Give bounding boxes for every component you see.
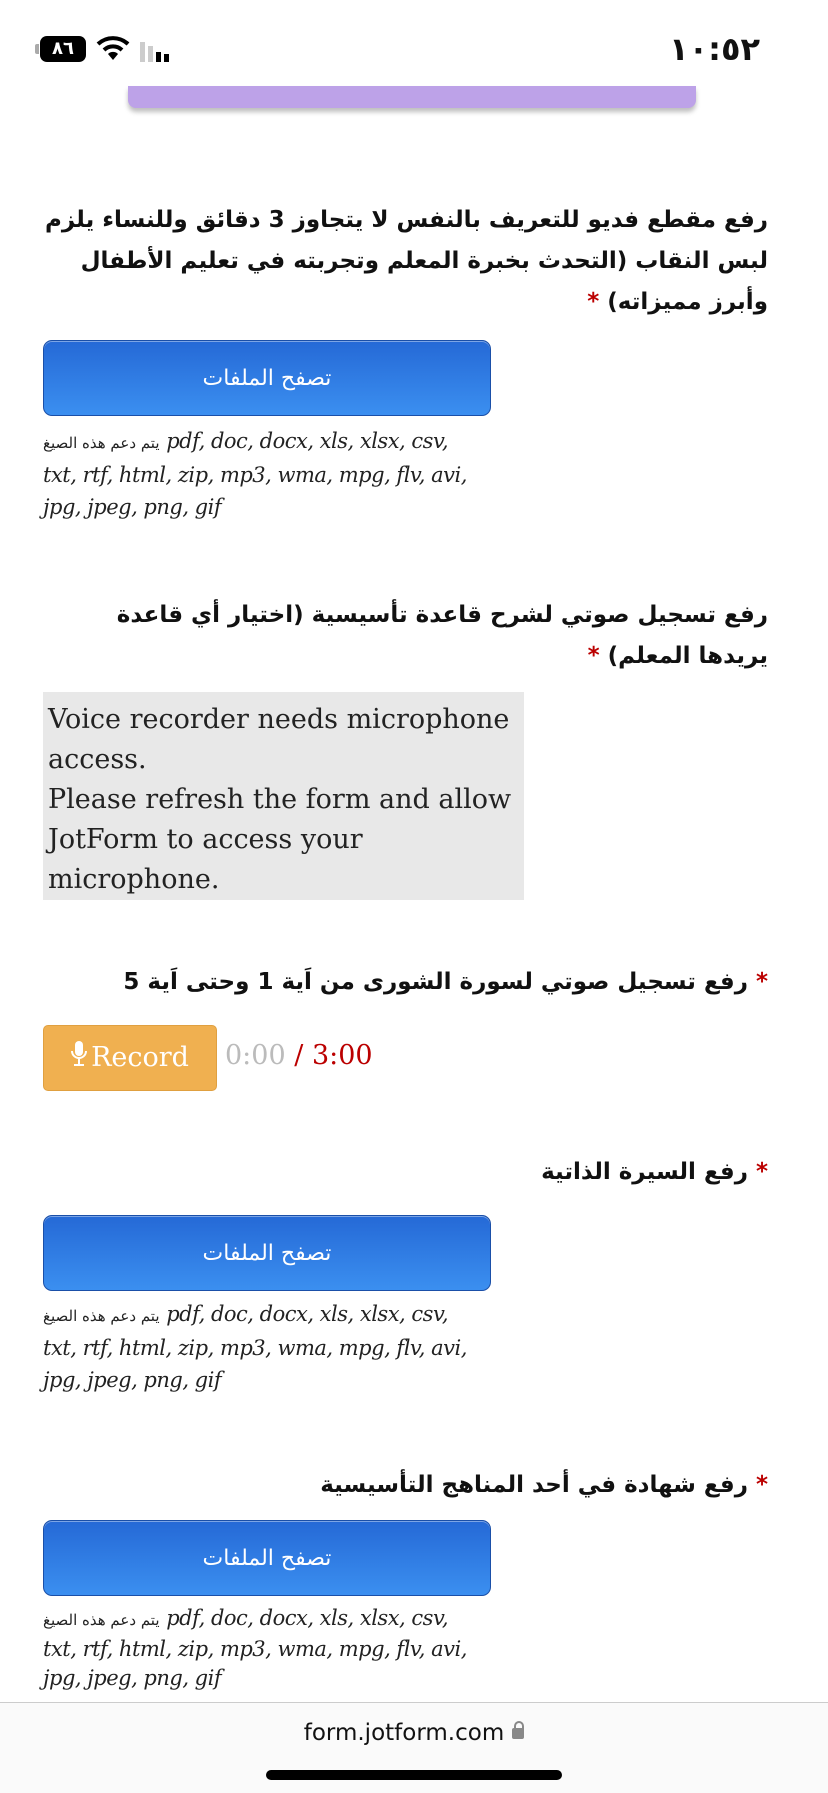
wifi-icon [96, 34, 130, 66]
formats-prefix: يتم دعم هذه الصيغ [43, 434, 160, 452]
question-certificate-upload [44, 1465, 768, 1506]
message-line: Please refresh the form and allow JotForm to access your microphone. [48, 784, 512, 895]
question-surah-recitation [44, 962, 768, 1003]
record-timer [225, 1040, 373, 1071]
question-label: رفع تسجيل صوتي لسورة الشورى من اَية 1 وحتى اَية 5 [123, 969, 748, 995]
required-asterisk: * [587, 643, 600, 669]
question-foundation-rule-audio [44, 595, 768, 677]
status-time: ١٠:٥٢ [669, 30, 760, 68]
question-cv-upload [44, 1152, 768, 1193]
required-asterisk: * [755, 1159, 768, 1185]
question-intro-video [44, 200, 768, 323]
battery-indicator: ٨٦ [40, 36, 86, 62]
formats-prefix: يتم دعم هذه الصيغ [43, 1307, 160, 1325]
current-time: 0:00 [225, 1040, 286, 1071]
formats-list: pdf, doc, docx, xls, xlsx, csv, txt, rtf, html, zip, mp3, wma, mpg, flv, avi, jpg, jpeg, png, gif [43, 1302, 467, 1392]
record-label: Record [91, 1042, 189, 1073]
supported-formats [43, 425, 483, 523]
browse-files-button[interactable]: تصفح الملفات [43, 340, 491, 416]
formats-list: pdf, doc, docx, xls, xlsx, csv, txt, rtf, html, zip, mp3, wma, mpg, flv, avi, jpg, jpeg, png, gif [43, 1606, 467, 1690]
required-asterisk: * [587, 289, 600, 315]
lock-icon [512, 1728, 524, 1739]
required-asterisk: * [755, 1472, 768, 1498]
microphone-icon [71, 1027, 87, 1091]
formats-list: pdf, doc, docx, xls, xlsx, csv, txt, rtf, html, zip, mp3, wma, mpg, flv, avi, jpg, jpeg, png, gif [43, 429, 467, 519]
required-asterisk: * [755, 969, 768, 995]
browse-files-button[interactable]: تصفح الملفات [43, 1215, 491, 1291]
supported-formats [43, 1298, 483, 1396]
timer-separator: / [294, 1040, 304, 1071]
supported-formats [43, 1604, 483, 1693]
message-line: Voice recorder needs microphone access. [48, 704, 510, 775]
home-indicator[interactable] [266, 1770, 562, 1780]
url-text: form.jotform.com [303, 1720, 505, 1746]
question-label: رفع تسجيل صوتي لشرح قاعدة تأسيسية (اختيار أي قاعدة يريدها المعلم) [116, 602, 768, 669]
browse-files-button[interactable]: تصفح الملفات [43, 1520, 491, 1596]
cellular-signal-icon [140, 40, 180, 66]
max-time: 3:00 [311, 1040, 373, 1071]
form-header-bar [128, 86, 696, 108]
microphone-access-message [43, 692, 524, 900]
record-button[interactable] [43, 1025, 217, 1091]
formats-prefix: يتم دعم هذه الصيغ [43, 1611, 160, 1629]
url-display[interactable] [0, 1720, 828, 1746]
question-label: رفع مقطع فديو للتعريف بالنفس لا يتجاوز 3 دقائق وللنساء يلزم لبس النقاب (التحدث بخبرة المعلم وتجربته في تعليم الأطفال وأبرز مميزاته) [45, 207, 768, 315]
question-label: رفع السيرة الذاتية [541, 1159, 748, 1185]
question-label: رفع شهادة في أحد المناهج التأسيسية [320, 1472, 748, 1498]
